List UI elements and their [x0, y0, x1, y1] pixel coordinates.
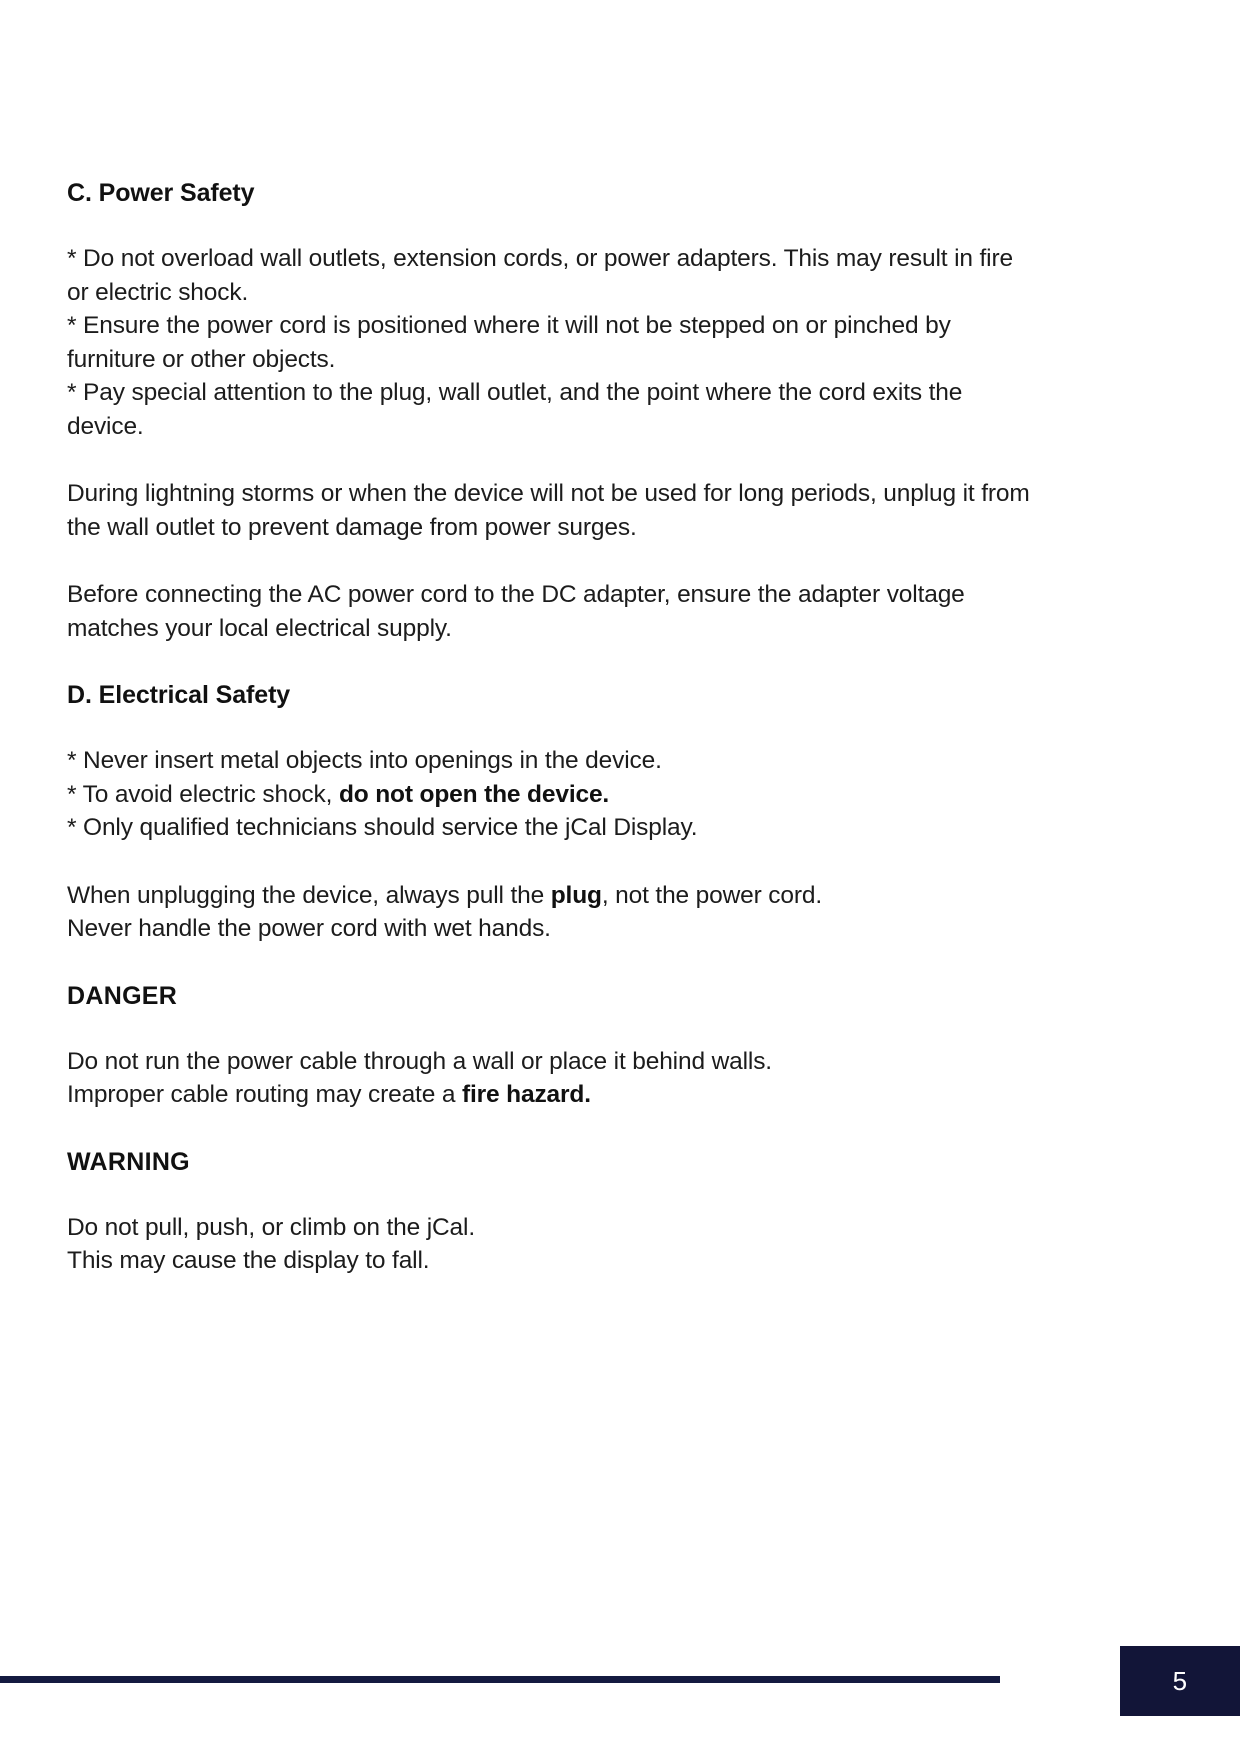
- spacer: [67, 443, 1037, 477]
- bullet-cord-position: * Ensure the power cord is positioned where it will not be stepped on or pinched by furniture or other objects.: [67, 312, 951, 373]
- power-safety-bullets: [67, 242, 1037, 443]
- heading-power-safety: C. Power Safety: [67, 179, 255, 207]
- line-display-may-fall: This may cause the display to fall.: [67, 1247, 430, 1274]
- heading-electrical-safety: D. Electrical Safety: [67, 681, 291, 709]
- spacer: [67, 544, 1037, 578]
- footer-divider: [0, 1676, 1000, 1683]
- bullet-do-not-open-prefix: * To avoid electric shock,: [67, 780, 339, 808]
- electrical-safety-bullets: [67, 744, 1037, 845]
- paragraph-adapter-voltage: Before connecting the AC power cord to the DC adapter, ensure the adapter voltage matches your local electrical supply.: [67, 581, 965, 642]
- bullet-do-not-open: [67, 778, 1037, 812]
- spacer: [67, 645, 1037, 680]
- spacer: [67, 710, 1037, 744]
- spacer: [67, 1112, 1037, 1147]
- spacer: [67, 1177, 1037, 1211]
- line-pull-the-plug-emphasis: plug: [550, 881, 602, 909]
- bullet-plug-attention: * Pay special attention to the plug, wall outlet, and the point where the cord exits the device.: [67, 379, 963, 440]
- paragraph-lightning-storms: During lightning storms or when the device will not be used for long periods, unplug it from the wall outlet to prevent damage from power surges.: [67, 480, 1030, 541]
- line-pull-the-plug-prefix: When unplugging the device, always pull the: [67, 881, 551, 909]
- page-number: 5: [1172, 1666, 1188, 1696]
- bullet-no-metal-objects: * Never insert metal objects into openings in the device.: [67, 747, 662, 774]
- warning-body: [67, 1211, 1037, 1278]
- bullet-do-not-open-emphasis: do not open the device.: [338, 780, 610, 808]
- page-content: [67, 178, 1037, 1278]
- line-fire-hazard-prefix: Improper cable routing may create a: [67, 1081, 462, 1108]
- heading-warning: WARNING: [67, 1147, 190, 1176]
- line-fire-hazard-emphasis: fire hazard.: [461, 1081, 591, 1108]
- line-wet-hands: Never handle the power cord with wet hands.: [67, 915, 551, 942]
- line-pull-the-plug: [67, 879, 1037, 913]
- line-fire-hazard: [67, 1078, 1037, 1112]
- line-pull-the-plug-suffix: , not the power cord.: [601, 881, 823, 909]
- heading-danger: DANGER: [67, 981, 178, 1010]
- spacer: [67, 845, 1037, 879]
- line-no-cable-through-wall: Do not run the power cable through a wall or place it behind walls.: [67, 1047, 772, 1075]
- danger-body: [67, 1045, 1037, 1112]
- bullet-qualified-technicians: * Only qualified technicians should service the jCal Display.: [67, 814, 698, 841]
- page-number-badge: [1120, 1646, 1240, 1716]
- paragraph-unplugging: [67, 879, 1037, 946]
- spacer: [67, 946, 1037, 981]
- spacer: [67, 1011, 1037, 1045]
- line-do-not-climb: Do not pull, push, or climb on the jCal.: [67, 1213, 475, 1241]
- bullet-overload-outlets: * Do not overload wall outlets, extension cords, or power adapters. This may result in fire or electric shock.: [67, 245, 1013, 306]
- spacer: [67, 208, 1037, 242]
